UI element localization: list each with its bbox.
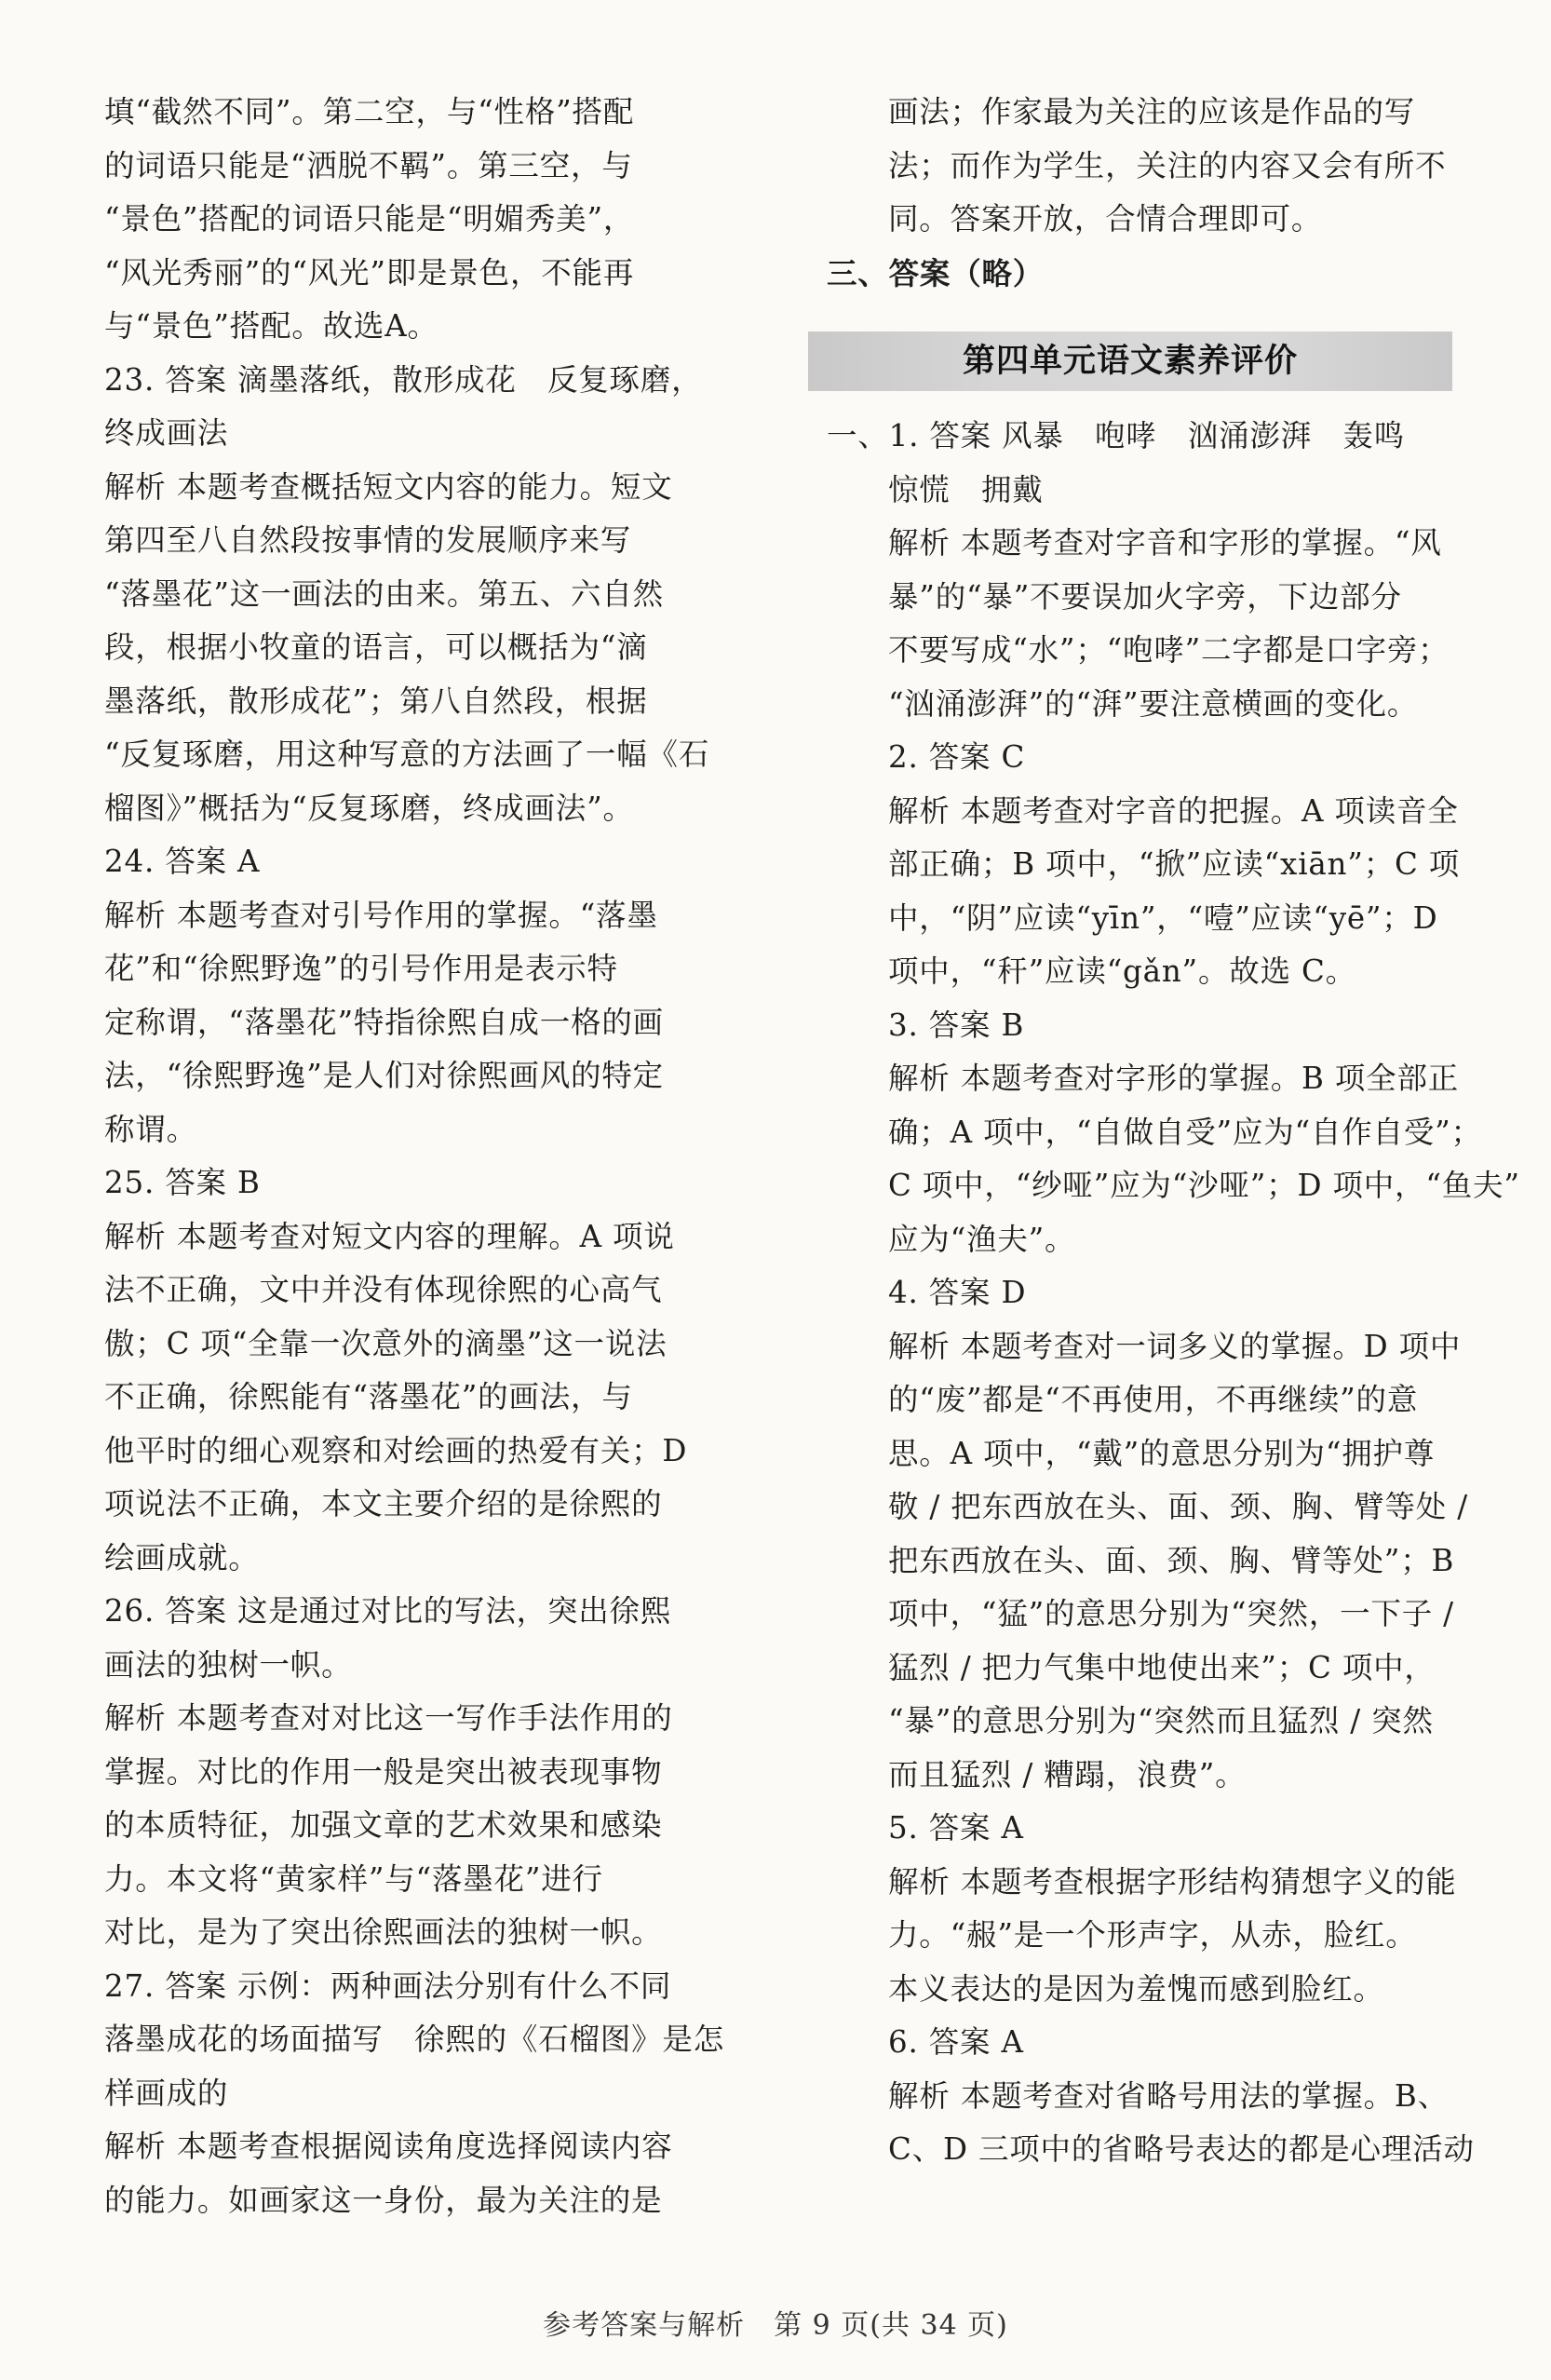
answer-line-4: 4. 答案 D bbox=[888, 1275, 1027, 1310]
section-three-answer: 三、答案（略） bbox=[827, 254, 1045, 291]
text-line: 称谓。 bbox=[104, 1111, 197, 1147]
left-column bbox=[104, 86, 725, 2227]
text-line: 画法的独树一帜。 bbox=[104, 1646, 353, 1683]
text-line: 同。答案开放，合情合理即可。 bbox=[888, 201, 1323, 237]
text-line: 法，“徐熙野逸”是人们对徐熙画风的特定 bbox=[104, 1058, 664, 1093]
answer-line-26: 26. 答案 这是通过对比的写法，突出徐熙 bbox=[104, 1593, 672, 1629]
text-line: “风光秀丽”的“风光”即是景色，不能再 bbox=[104, 254, 635, 291]
text-line: 敬 / 把东西放在头、面、颈、胸、臂等处 / bbox=[888, 1489, 1468, 1524]
answer-line-1: 一、1. 答案 风暴 咆哮 汹涌澎湃 轰鸣 bbox=[827, 418, 1405, 453]
text-line: 不正确，徐熙能有“落墨花”的画法，与 bbox=[104, 1379, 633, 1414]
analysis-line: 解析 本题考查对短文内容的理解。A 项说 bbox=[104, 1218, 675, 1254]
analysis-line: 解析 本题考查对引号作用的掌握。“落墨 bbox=[104, 897, 658, 933]
analysis-line: 解析 本题考查对省略号用法的掌握。B、 bbox=[888, 2077, 1449, 2114]
analysis-line: 解析 本题考查对对比这一写作手法作用的 bbox=[104, 1700, 673, 1736]
text-line: 对比，是为了突出徐熙画法的独树一帜。 bbox=[104, 1914, 663, 1950]
text-line: 花”和“徐熙野逸”的引号作用是表示特 bbox=[104, 951, 618, 986]
text-line: 猛烈 / 把力气集中地使出来”；C 项中， bbox=[888, 1649, 1436, 1685]
text-line: 他平时的细心观察和对绘画的热爱有关；D bbox=[104, 1432, 688, 1468]
answer-line-5: 5. 答案 A bbox=[888, 1810, 1024, 1846]
text-line: 把东西放在头、面、颈、胸、臂等处”；B bbox=[888, 1542, 1455, 1578]
text-line: 傲；C 项“全靠一次意外的滴墨”这一说法 bbox=[104, 1325, 668, 1361]
text-line: 法不正确，文中并没有体现徐熙的心高气 bbox=[104, 1272, 663, 1307]
text-line: C 项中，“纱哑”应为“沙哑”；D 项中，“鱼夫” bbox=[888, 1168, 1520, 1203]
text-line: 项中，“秆”应读“gǎn”。故选 C。 bbox=[888, 953, 1356, 989]
text-line: 确；A 项中，“自做自受”应为“自作自受”； bbox=[888, 1114, 1482, 1150]
answer-line-27: 27. 答案 示例：两种画法分别有什么不同 bbox=[104, 1968, 672, 2004]
text-line: 的本质特征，加强文章的艺术效果和感染 bbox=[104, 1807, 663, 1843]
text-line: 定称谓，“落墨花”特指徐熙自成一格的画 bbox=[104, 1004, 664, 1040]
text-line: 力。“赧”是一个形声字，从赤，脸红。 bbox=[888, 1917, 1417, 1953]
answer-line-3: 3. 答案 B bbox=[888, 1007, 1025, 1043]
text-line: “反复琢磨，用这种写意的方法画了一幅《石 bbox=[104, 737, 710, 772]
text-line: 终成画法 bbox=[104, 415, 229, 451]
text-line: 部正确；B 项中，“掀”应读“xiān”；C 项 bbox=[888, 846, 1461, 882]
text-line: 段，根据小牧童的语言，可以概括为“滴 bbox=[104, 629, 648, 665]
text-line: 项说法不正确，本文主要介绍的是徐熙的 bbox=[104, 1486, 663, 1521]
text-line: 思。A 项中，“戴”的意思分别为“拥护尊 bbox=[888, 1435, 1436, 1471]
text-line: 第四至八自然段按事情的发展顺序来写 bbox=[104, 522, 632, 558]
text-line: 的词语只能是“洒脱不羁”。第三空，与 bbox=[104, 147, 633, 183]
text-line: “汹涌澎湃”的“湃”要注意横画的变化。 bbox=[888, 685, 1419, 722]
text-line: 的能力。如画家这一身份，最为关注的是 bbox=[104, 2182, 663, 2218]
text-line: 法；而作为学生，关注的内容又会有所不 bbox=[888, 147, 1447, 183]
right-column bbox=[827, 86, 1520, 2177]
answer-line-25: 25. 答案 B bbox=[104, 1165, 261, 1200]
answer-line-2: 2. 答案 C bbox=[888, 739, 1026, 775]
analysis-line: 解析 本题考查概括短文内容的能力。短文 bbox=[104, 468, 673, 505]
text-line: 榴图》”概括为“反复琢磨，终成画法”。 bbox=[104, 790, 634, 826]
text-line: 不要写成“水”；“咆哮”二字都是口字旁； bbox=[888, 632, 1450, 668]
text-line: 暴”的“暴”不要误加火字旁，下边部分 bbox=[888, 578, 1402, 615]
text-line: 墨落纸，散形成花”；第八自然段，根据 bbox=[104, 683, 648, 719]
text-line: 力。本文将“黄家样”与“落墨花”进行 bbox=[104, 1860, 603, 1897]
text-line: “景色”搭配的词语只能是“明媚秀美”， bbox=[104, 201, 635, 237]
analysis-line: 解析 本题考查对字音和字形的掌握。“风 bbox=[888, 525, 1442, 561]
answer-line-23: 23. 答案 滴墨落纸，散形成花 反复琢磨， bbox=[104, 361, 703, 398]
text-line: “落墨花”这一画法的由来。第五、六自然 bbox=[104, 575, 664, 612]
text-line: 本义表达的是因为羞愧而感到脸红。 bbox=[888, 1970, 1384, 2007]
text-line: 填“截然不同”。第二空，与“性格”搭配 bbox=[104, 94, 635, 129]
text-line: 项中，“猛”的意思分别为“突然，一下子 / bbox=[888, 1596, 1454, 1631]
text-line: 落墨成花的场面描写 徐熙的《石榴图》是怎 bbox=[104, 2022, 725, 2057]
unit-heading: 第四单元语文素养评价 bbox=[808, 331, 1452, 391]
analysis-line: 解析 本题考查根据阅读角度选择阅读内容 bbox=[104, 2129, 673, 2164]
text-line: 的“废”都是“不再使用，不再继续”的意 bbox=[888, 1382, 1419, 1417]
analysis-line: 解析 本题考查根据字形结构猜想字义的能 bbox=[888, 1863, 1457, 1900]
text-line: 掌握。对比的作用一般是突出被表现事物 bbox=[104, 1753, 663, 1790]
text-line: 应为“渔夫”。 bbox=[888, 1221, 1076, 1257]
answer-line-24: 24. 答案 A bbox=[104, 844, 261, 879]
text-line: 中，“阴”应读“yīn”，“噎”应读“yē”；D bbox=[888, 899, 1438, 936]
text-line: 画法；作家最为关注的应该是作品的写 bbox=[888, 94, 1416, 129]
text-line: 与“景色”搭配。故选A。 bbox=[104, 308, 438, 344]
text-line: “暴”的意思分别为“突然而且猛烈 / 突然 bbox=[888, 1703, 1434, 1738]
analysis-line: 解析 本题考查对一词多义的掌握。D 项中 bbox=[888, 1328, 1462, 1364]
text-line: 惊慌 拥戴 bbox=[888, 471, 1044, 507]
page-footer: 参考答案与解析 第 9 页(共 34 页) bbox=[543, 2309, 1008, 2342]
text-line: C、D 三项中的省略号表达的都是心理活动 bbox=[888, 2131, 1475, 2167]
analysis-line: 解析 本题考查对字音的把握。A 项读音全 bbox=[888, 792, 1459, 829]
analysis-line: 解析 本题考查对字形的掌握。B 项全部正 bbox=[888, 1061, 1460, 1096]
text-line: 绘画成就。 bbox=[104, 1539, 260, 1575]
text-line: 样画成的 bbox=[104, 2075, 229, 2111]
answer-line-6: 6. 答案 A bbox=[888, 2024, 1024, 2060]
text-line: 而且猛烈 / 糟蹋，浪费”。 bbox=[888, 1756, 1247, 1792]
